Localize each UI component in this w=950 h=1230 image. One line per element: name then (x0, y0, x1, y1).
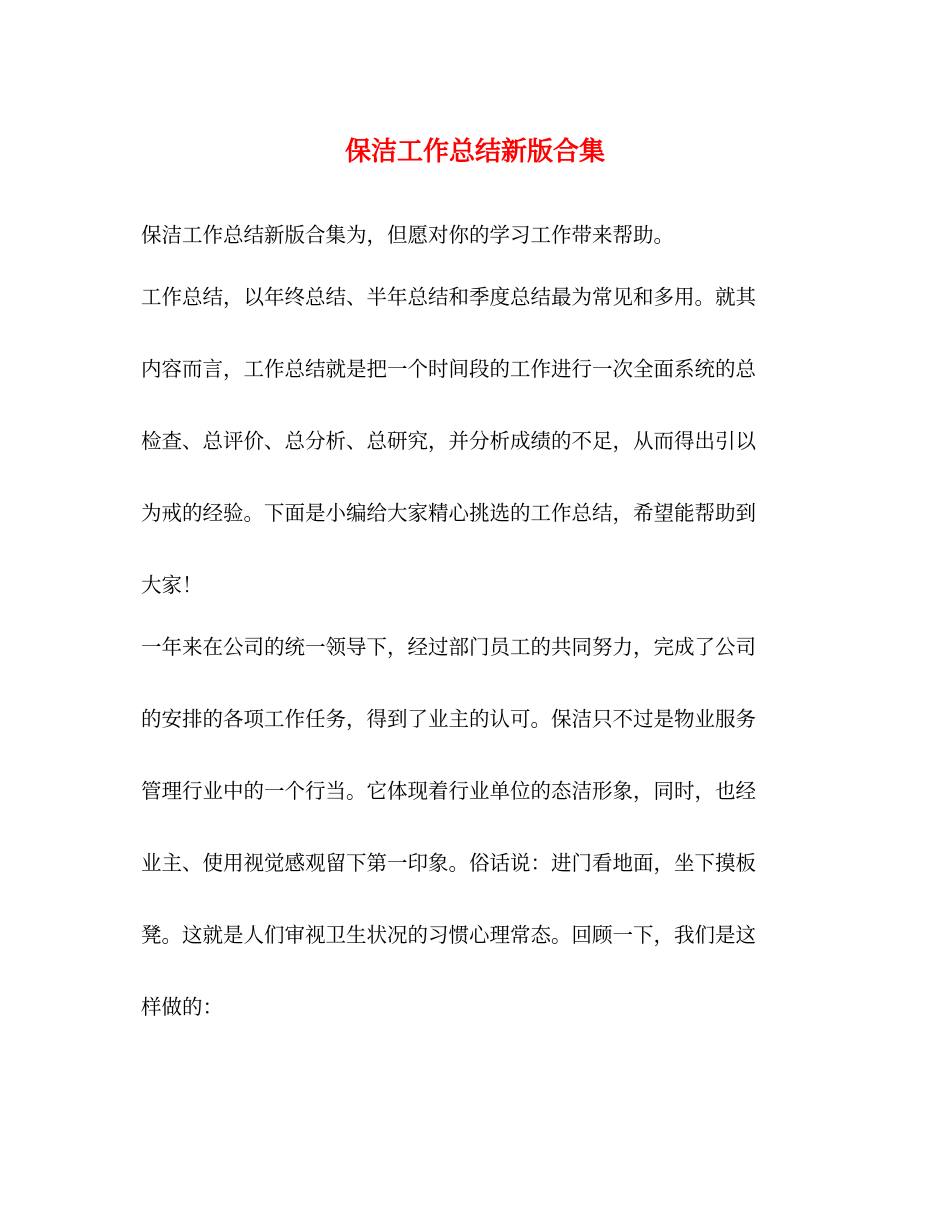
paragraph-1-line-5: 大家！ (141, 573, 203, 597)
paragraph-2-line-5: 凳。这就是人们审视卫生状况的习惯心理常态。回顾一下，我们是这 (141, 923, 756, 947)
paragraph-2-line-4: 业主、使用视觉感观留下第一印象。俗话说：进门看地面，坐下摸板 (141, 851, 756, 875)
paragraph-1-line-2: 内容而言，工作总结就是把一个时间段的工作进行一次全面系统的总 (141, 357, 756, 381)
paragraph-1-line-4: 为戒的经验。下面是小编给大家精心挑选的工作总结，希望能帮助到 (141, 501, 756, 525)
paragraph-2-line-6: 样做的： (141, 995, 223, 1019)
intro-line: 保洁工作总结新版合集为，但愿对你的学习工作带来帮助。 (141, 223, 674, 247)
paragraph-2-line-3: 管理行业中的一个行当。它体现着行业单位的态洁形象，同时，也经 (141, 779, 756, 803)
document-title: 保洁工作总结新版合集 (344, 137, 605, 167)
paragraph-2-line-1: 一年来在公司的统一领导下，经过部门员工的共同努力，完成了公司 (141, 635, 756, 659)
paragraph-1-line-3: 检查、总评价、总分析、总研究，并分析成绩的不足，从而得出引以 (141, 429, 756, 453)
paragraph-2-line-2: 的安排的各项工作任务，得到了业主的认可。保洁只不过是物业服务 (141, 707, 756, 731)
paragraph-1-line-1: 工作总结，以年终总结、半年总结和季度总结最为常见和多用。就其 (141, 285, 756, 309)
